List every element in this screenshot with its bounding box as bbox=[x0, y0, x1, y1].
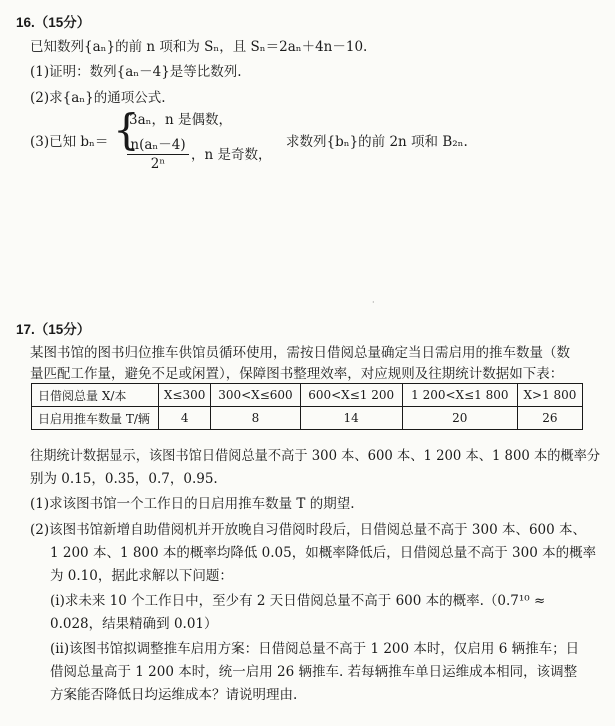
fraction-numerator: n(aₙ－4) bbox=[130, 137, 186, 153]
q17-part1: (1)求该图书馆一个工作日的日启用推车数量 T 的期望. bbox=[30, 496, 355, 512]
q17-part2-line1: (2)该图书馆新增自助借阅机并开放晚自习借阅时段后，日借阅总量不高于 300 本、600 本、 bbox=[30, 522, 587, 538]
table-cell: 26 bbox=[517, 407, 582, 430]
q17-intro-line1: 某图书馆的图书归位推车供馆员循环使用，需按日借阅总量确定当日需启用的推车数量（数 bbox=[30, 345, 570, 361]
q16-part3-tail: 求数列{bₙ}的前 2n 项和 B₂ₙ. bbox=[286, 134, 468, 150]
piecewise-brace: { bbox=[113, 105, 140, 154]
table-cell: 300<X≤600 bbox=[211, 384, 300, 407]
q17-subq2-line2: 借阅总量高于 1 200 本时，统一启用 26 辆推车. 若每辆推车单日运维成本相同，该调整 bbox=[50, 664, 578, 680]
fraction-bar bbox=[127, 154, 189, 155]
q17-subq2-line1: (ⅱ)该图书馆拟调整推车启用方案：日借阅总量不高于 1 200 本时，仅启用 6 辆推车；日 bbox=[50, 641, 580, 657]
table-cell: 14 bbox=[300, 407, 402, 430]
table-cell: 1 200<X≤1 800 bbox=[402, 384, 517, 407]
q16-case-odd-fraction bbox=[127, 133, 189, 172]
q17-part2-line3: 为 0.10，据此求解以下问题： bbox=[50, 568, 233, 584]
q16-part3-lead: (3)已知 bₙ＝ bbox=[30, 134, 109, 150]
q16-case-even: 3aₙ，n 是偶数， bbox=[129, 112, 232, 128]
scan-speck: · bbox=[372, 298, 375, 307]
table-cell: 8 bbox=[211, 407, 300, 430]
q16-stem: 已知数列{aₙ}的前 n 项和为 Sₙ，且 Sₙ＝2aₙ＋4n－10. bbox=[30, 39, 368, 55]
row-header-volume: 日借阅总量 X/本 bbox=[32, 384, 159, 407]
q17-part2-line2: 1 200 本、1 800 本的概率均降低 0.05，如概率降低后，日借阅总量不高于 300 本的概率 bbox=[50, 545, 597, 561]
table-cell: 600<X≤1 200 bbox=[300, 384, 402, 407]
q17-intro-line2: 量匹配工作量，避免不足或闲置），保障图书整理效率，对应规则及往期统计数据如下表： bbox=[30, 366, 564, 382]
q17-stats-line1: 往期统计数据显示，该图书馆日借阅总量不高于 300 本、600 本、1 200 本、1 800 本的概率分 bbox=[30, 448, 601, 464]
table-cell: 4 bbox=[159, 407, 211, 430]
q17-subq1-line1: (ⅰ)求未来 10 个工作日中，至少有 2 天日借阅总量不高于 600 本的概率.（0.7¹⁰ ≈ bbox=[50, 593, 546, 609]
fraction-denominator: 2ⁿ bbox=[150, 156, 166, 172]
q16-part1: (1)证明：数列{aₙ－4}是等比数列. bbox=[30, 64, 242, 80]
q17-stats-line2: 别为 0.15，0.35，0.7，0.95. bbox=[30, 471, 218, 487]
row-header-carts: 日启用推车数量 T/辆 bbox=[32, 407, 159, 430]
table-row bbox=[32, 384, 583, 407]
q17-subq1-line2: 0.028，结果精确到 0.01） bbox=[50, 616, 218, 632]
q17-title: 17.（15分） bbox=[16, 322, 91, 337]
q16-title: 16.（15分） bbox=[16, 15, 91, 30]
rules-table bbox=[31, 383, 583, 430]
q16-part2: (2)求{aₙ}的通项公式. bbox=[30, 90, 166, 106]
table-cell: X≤300 bbox=[159, 384, 211, 407]
table-cell: 20 bbox=[402, 407, 517, 430]
table-cell: X>1 800 bbox=[517, 384, 582, 407]
q17-subq2-line3: 方案能否降低日均运维成本？请说明理由. bbox=[50, 687, 298, 703]
q16-case-odd-tail: ，n 是奇数， bbox=[191, 147, 272, 163]
table-row bbox=[32, 407, 583, 430]
